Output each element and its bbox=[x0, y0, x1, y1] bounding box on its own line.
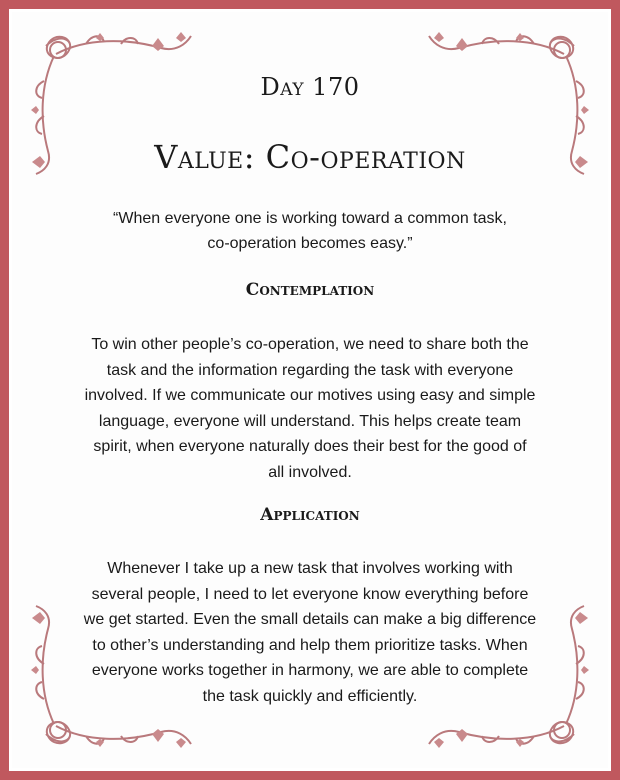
quote-line: “When everyone one is working toward a common task, bbox=[113, 210, 507, 227]
contemplation-paragraph bbox=[40, 332, 580, 485]
paragraph-line: to other’s understanding and help them prioritize tasks. When bbox=[92, 636, 528, 654]
paragraph-line: several people, I need to let everyone know everything before bbox=[91, 585, 529, 603]
paragraph-line: all involved. bbox=[268, 463, 352, 481]
paragraph-line: involved. If we communicate our motives using easy and simple bbox=[84, 387, 536, 404]
paragraph-line: Whenever I take up a new task that involves working with bbox=[107, 560, 513, 577]
contemplation-heading: Contemplation bbox=[245, 280, 375, 300]
paragraph-line: To win other people’s co-operation, we need to share both the bbox=[91, 336, 529, 353]
paragraph-line: we get started. Even the small details can make a big difference bbox=[83, 611, 537, 628]
paragraph-line: task and the information regarding the task with everyone bbox=[106, 361, 514, 379]
quote-line: co-operation becomes easy.” bbox=[207, 235, 413, 252]
application-paragraph bbox=[40, 556, 580, 709]
paragraph-line: spirit, when everyone naturally does their best for the good of bbox=[93, 438, 527, 455]
quote bbox=[40, 206, 580, 256]
paragraph-line: the task quickly and efficiently. bbox=[202, 687, 418, 705]
paragraph-line: everyone works together in harmony, we are able to complete bbox=[91, 662, 529, 679]
page-title: Value: Co-operation bbox=[154, 138, 466, 176]
paragraph-line: language, everyone will understand. This helps create team bbox=[98, 412, 522, 430]
day-label: Day 170 bbox=[260, 73, 360, 101]
application-heading: Application bbox=[260, 505, 360, 525]
